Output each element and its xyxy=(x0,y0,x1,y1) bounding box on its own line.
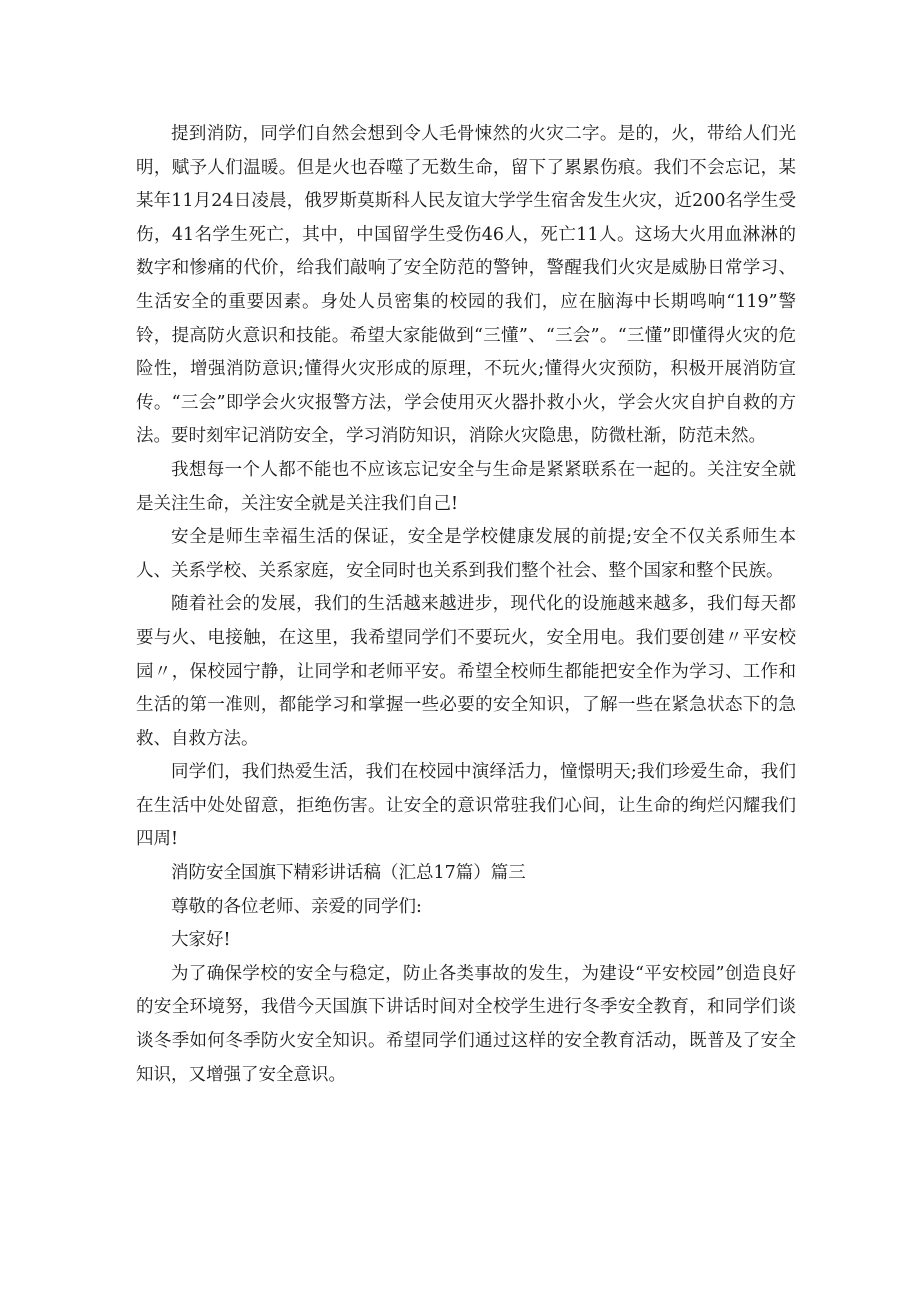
paragraph-safe-campus: 随着社会的发展，我们的生活越来越进步，现代化的设施越来越多，我们每天都要与火、电接触，在这里，我希望同学们不要玩火，安全用电。我们要创建〃平安校园〃，保校园宁静，让同学和老师平安。希望全校师生都能把安全作为学习、工作和生活的第一准则，都能学习和掌握一些必要的安全知识，了解一些在紧急状态下的急救、自救方法。 xyxy=(136,594,796,749)
paragraph-fire-safety-intro: 提到消防，同学们自然会想到令人毛骨悚然的火灾二字。是的，火，带给人们光明，赋予人们温暖。但是火也吞噬了无数生命，留下了累累伤痕。我们不会忘记，某某年11月24日凌晨，俄罗斯莫斯科人民友谊大学学生宿舍发生火灾，近200名学生受伤，41名学生死亡，其中，中国留学生受伤46人，死亡11人。这场大火用血淋淋的数字和惨痛的代价，给我们敲响了安全防范的警钟，警醒我们火灾是威胁日常学习、生活安全的重要因素。身处人员密集的校园的我们，应在脑海中长期鸣响“119”警铃，提高防火意识和技能。希望大家能做到“三懂”、“三会”。“三懂”即懂得火灾的危险性，增强消防意识;懂得火灾形成的原理，不玩火;懂得火灾预防，积极开展消防宣传。“三会”即学会火灾报警方法，学会使用灭火器扑救小火，学会火灾自护自救的方法。要时刻牢记消防安全，学习消防知识，消除火灾隐患，防微杜渐，防范未然。 xyxy=(136,124,796,447)
document-body xyxy=(136,118,796,1092)
section-title: 消防安全国旗下精彩讲话稿（汇总17篇）篇三 xyxy=(171,863,526,884)
greeting: 尊敬的各位老师、亲爱的同学们: xyxy=(171,896,422,917)
paragraph-love-life: 同学们，我们热爱生活，我们在校园中演绎活力，憧憬明天;我们珍爱生命，我们在生活中处处留意，拒绝伤害。让安全的意识常驻我们心间，让生命的绚烂闪耀我们四周! xyxy=(136,762,796,850)
paragraph-winter-safety: 为了确保学校的安全与稳定，防止各类事故的发生，为建设“平安校园”创造良好的安全环境努，我借今天国旗下讲话时间对全校学生进行冬季安全教育，和同学们谈谈冬季如何冬季防火安全知识。希望同学们通过这样的安全教育活动，既普及了安全知识，又增强了安全意识。 xyxy=(136,963,796,1085)
salutation: 大家好! xyxy=(171,930,231,951)
paragraph-safety-guarantee: 安全是师生幸福生活的保证，安全是学校健康发展的前提;安全不仅关系师生本人、关系学校、关系家庭，安全同时也关系到我们整个社会、整个国家和整个民族。 xyxy=(136,527,796,581)
paragraph-safety-and-life: 我想每一个人都不能也不应该忘记安全与生命是紧紧联系在一起的。关注安全就是关注生命，关注安全就是关注我们自己! xyxy=(136,459,796,514)
